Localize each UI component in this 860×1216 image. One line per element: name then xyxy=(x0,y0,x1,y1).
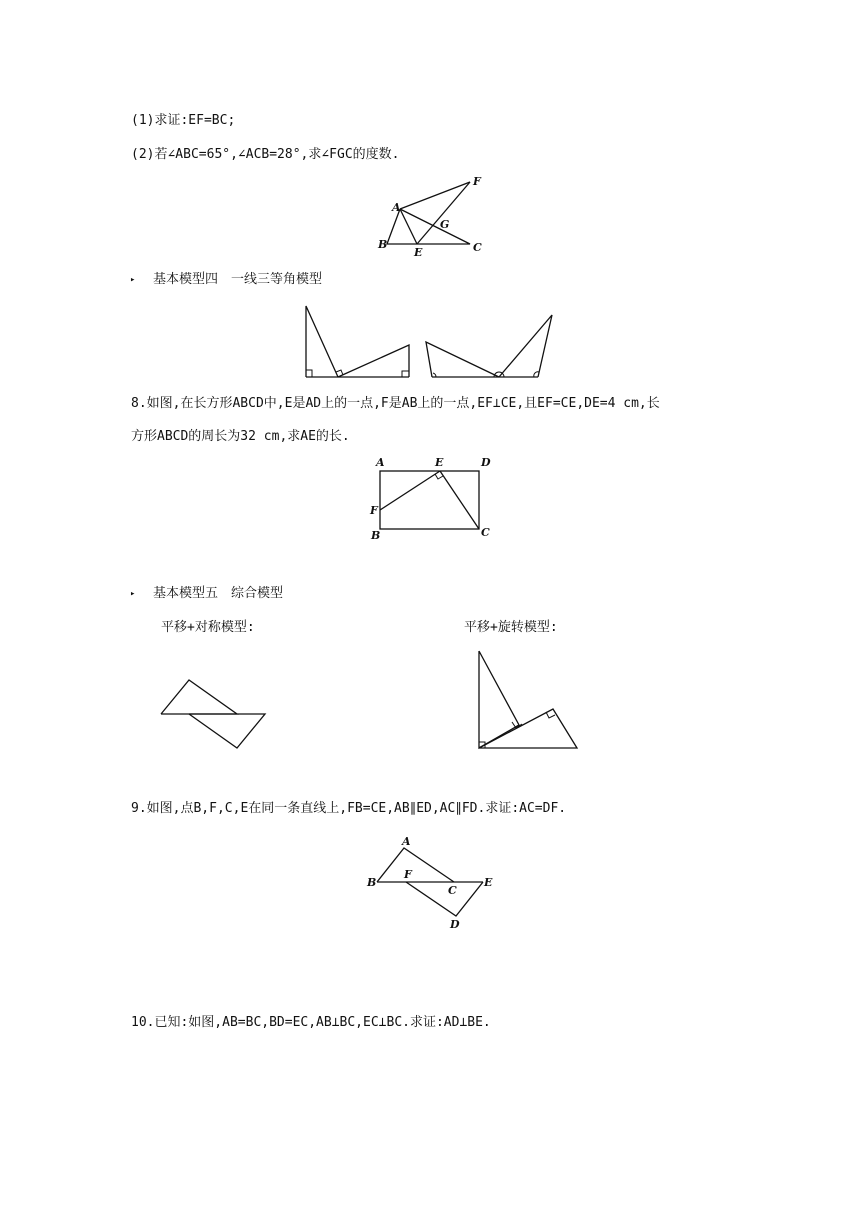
q8-line2: 方形ABCD的周长为32 cm,求AE的长. xyxy=(131,429,350,444)
q10-text: 10.已知:如图,AB=BC,BD=EC,AB⊥BC,EC⊥BC.求证:AD⊥BE. xyxy=(131,1015,491,1030)
q8-label-d: D xyxy=(481,456,491,469)
q7-part1: (1)求证:EF=BC; xyxy=(131,113,236,128)
q9-text: 9.如图,点B,F,C,E在同一条直线上,FB=CE,AB∥ED,AC∥FD.求证:AC=DF. xyxy=(131,801,567,816)
model4-bullet: ▸ xyxy=(130,275,136,285)
q9-triangle-fde xyxy=(406,882,483,916)
q7-label-g: G xyxy=(440,218,450,231)
q9-label-c: C xyxy=(448,884,457,897)
q9-triangle-abc xyxy=(377,848,454,882)
q8-line1: 8.如图,在长方形ABCD中,E是AD上的一点,F是AB上的一点,EF⊥CE,且EF=CE,DE=4 cm,长 xyxy=(131,396,660,411)
q7-label-a: A xyxy=(392,201,401,214)
q8-label-f: F xyxy=(370,504,378,517)
q7-label-c: C xyxy=(473,241,482,254)
q9-label-a: A xyxy=(402,835,411,848)
q7-part2: (2)若∠ABC=65°,∠ACB=28°,求∠FGC的度数. xyxy=(131,147,400,162)
q9-label-e: E xyxy=(484,876,493,889)
q8-label-b: B xyxy=(371,529,381,542)
q8-label-e: E xyxy=(435,456,444,469)
q7-label-b: B xyxy=(378,238,388,251)
q9-label-b: B xyxy=(367,876,377,889)
q9-label-d: D xyxy=(450,918,460,931)
model5-bullet: ▸ xyxy=(130,589,136,599)
model4-title: 基本模型四 一线三等角模型 xyxy=(153,272,323,287)
q8-label-c: C xyxy=(481,526,490,539)
model5-right-caption: 平移+旋转模型: xyxy=(464,620,558,635)
q9-label-f: F xyxy=(404,868,412,881)
model5-left-caption: 平移+对称模型: xyxy=(161,620,255,635)
q7-label-e: E xyxy=(414,246,423,259)
q7-label-f: F xyxy=(473,175,481,188)
model5-title: 基本模型五 综合模型 xyxy=(153,586,284,601)
q8-label-a: A xyxy=(376,456,385,469)
